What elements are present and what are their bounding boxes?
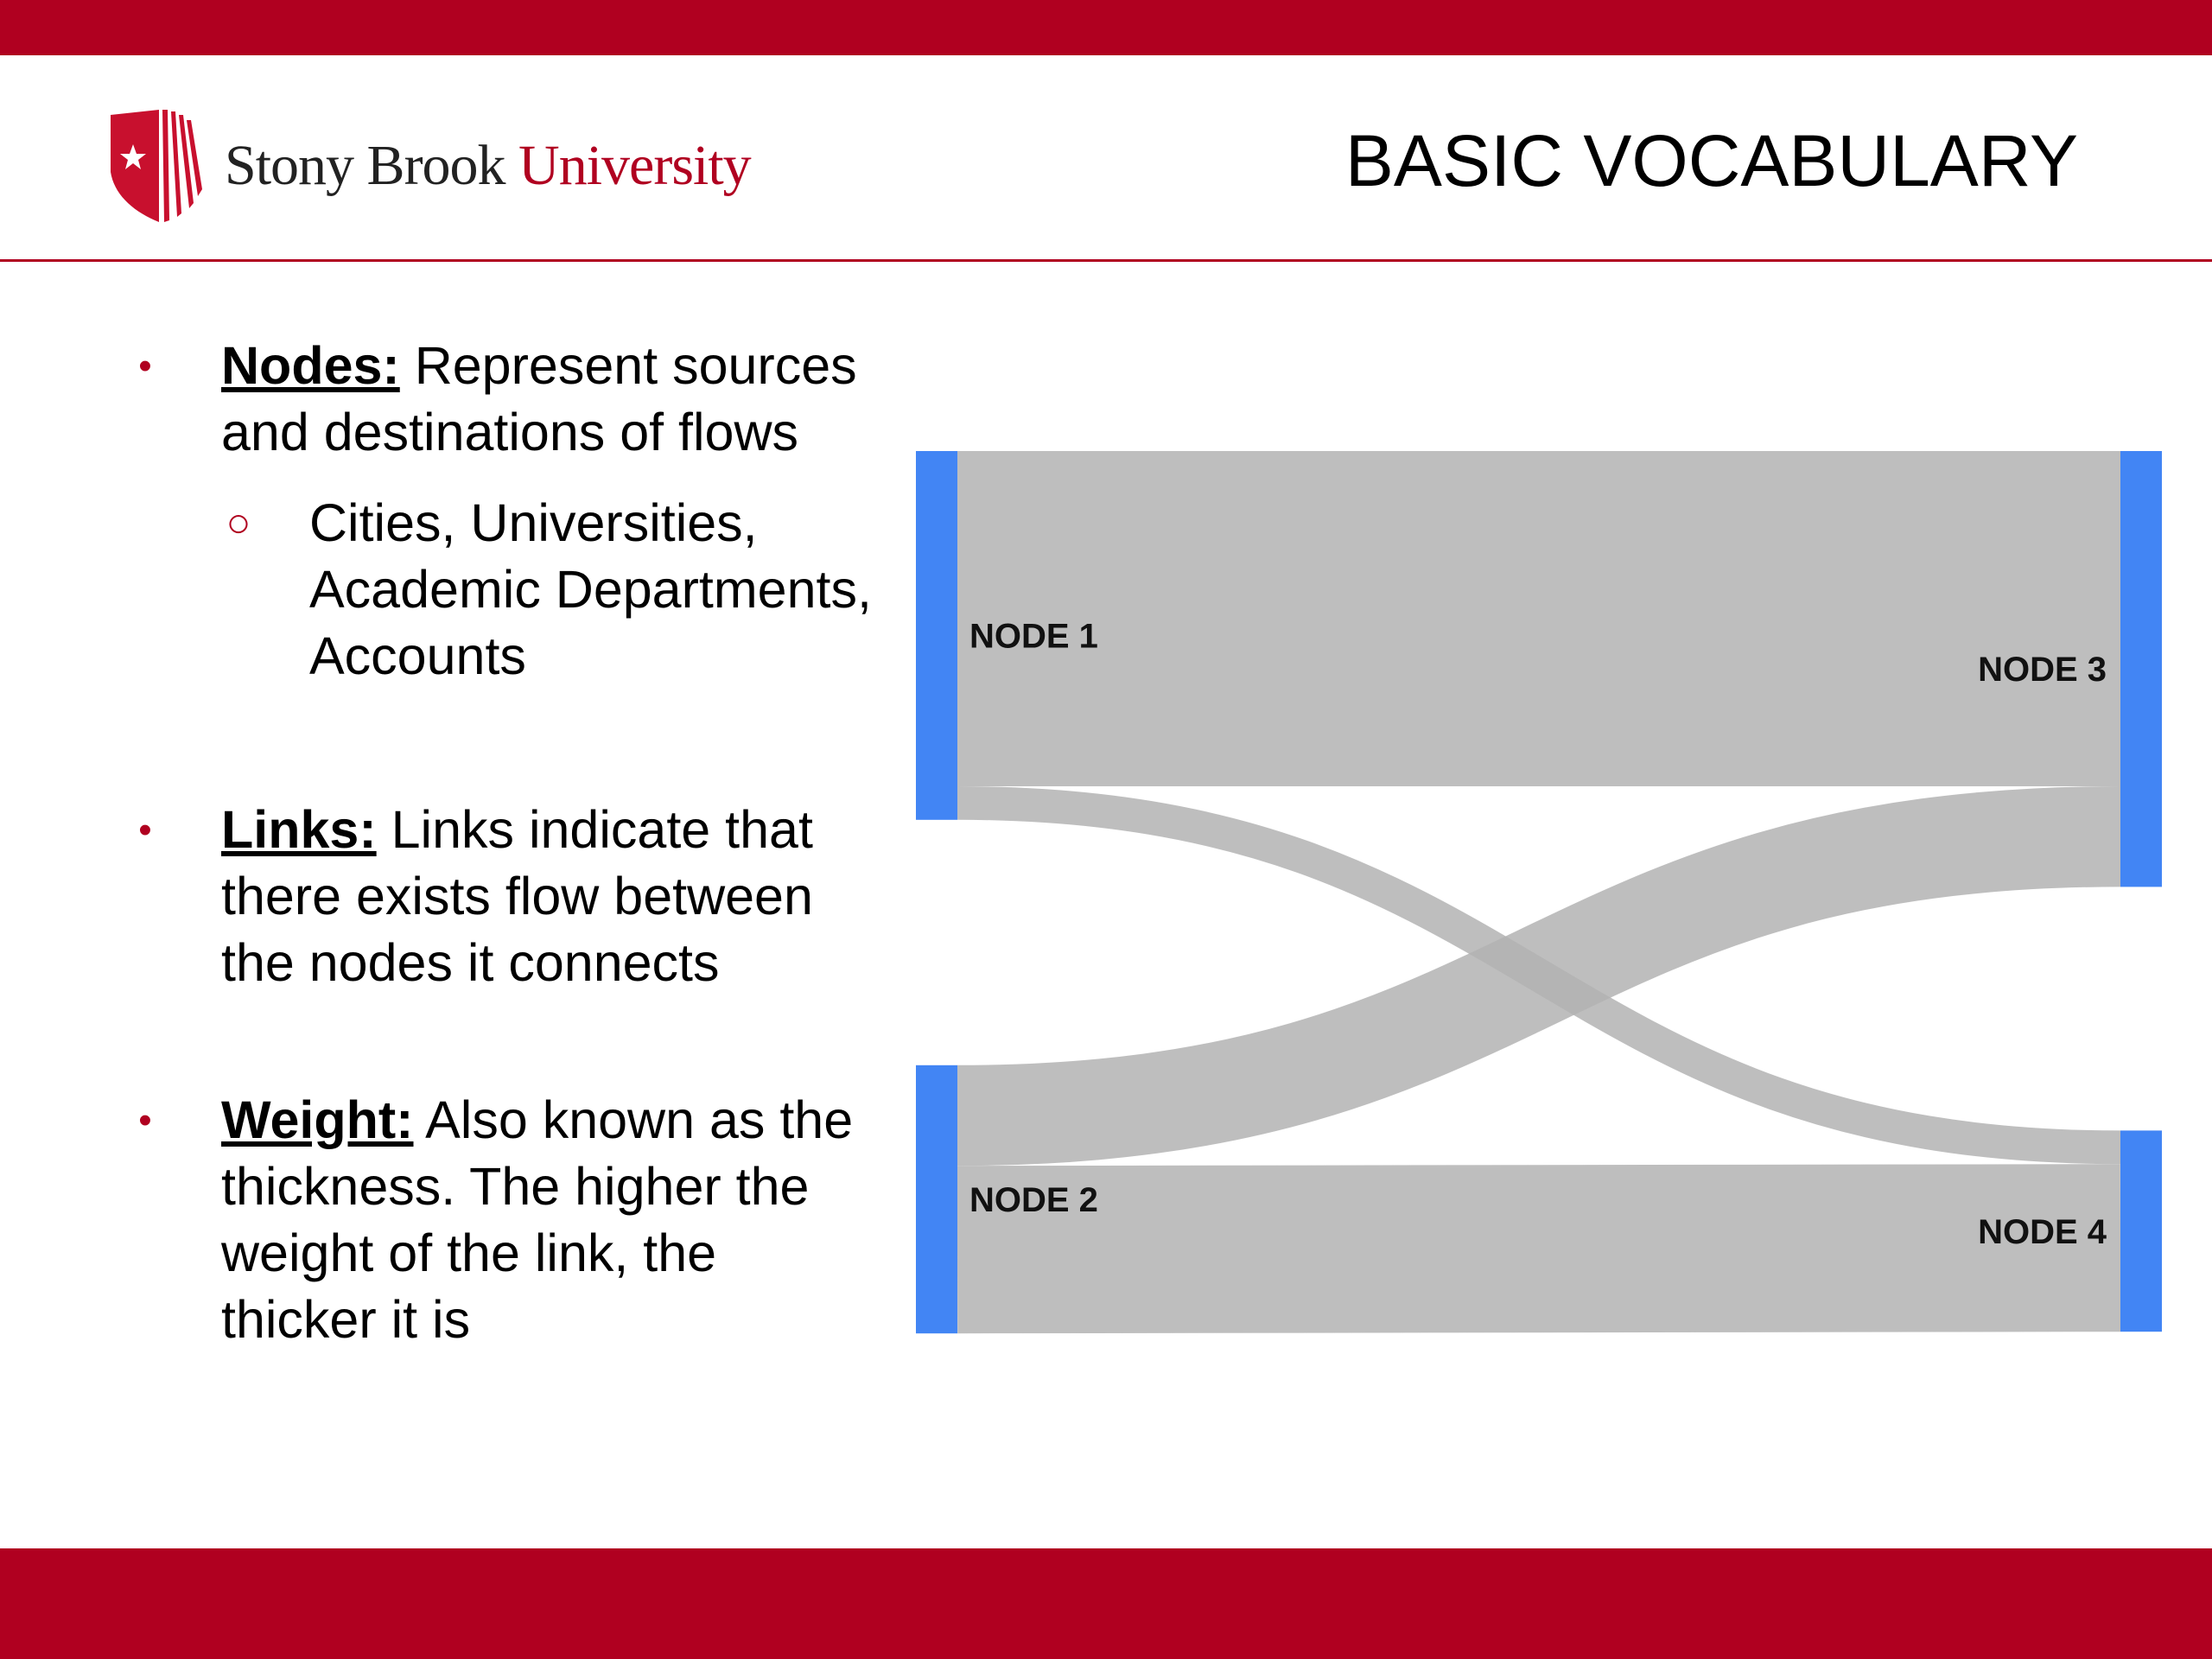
bullet-nodes bbox=[130, 333, 873, 466]
sankey-node-n4 bbox=[2120, 1130, 2162, 1332]
definition-nodes: Represent sources and destinations of flows bbox=[221, 336, 857, 461]
term-nodes: Nodes: bbox=[221, 336, 400, 395]
sankey-link-n2-n4 bbox=[957, 1248, 2120, 1249]
sankey-node-label-n4: NODE 4 bbox=[1978, 1212, 2107, 1251]
sankey-node-label-n2: NODE 2 bbox=[969, 1181, 1098, 1219]
term-weight: Weight: bbox=[221, 1090, 414, 1149]
sankey-node-label-n1: NODE 1 bbox=[969, 617, 1098, 656]
slide-title: BASIC VOCABULARY bbox=[1344, 120, 2078, 201]
logo-word-university: University bbox=[518, 134, 751, 197]
bottom-banner bbox=[0, 1548, 2212, 1659]
bullet-links bbox=[130, 797, 873, 996]
sankey-node-n3 bbox=[2120, 451, 2162, 887]
circle-bullet-icon: ○ bbox=[226, 500, 251, 546]
top-banner bbox=[0, 0, 2212, 55]
term-links: Links: bbox=[221, 800, 377, 859]
bullet-list bbox=[130, 333, 873, 1353]
sankey-link-n2-n3 bbox=[957, 836, 2120, 1116]
sankey-diagram bbox=[916, 451, 2162, 1336]
sankey-node-n2 bbox=[916, 1065, 957, 1333]
bullet-dot-icon: • bbox=[138, 809, 152, 851]
definition-weight: Also known as the thickness. The higher the weight of the link, the thicker it is bbox=[221, 1090, 854, 1349]
sub-bullet-text: Cities, Universities, Academic Departments, Accounts bbox=[309, 493, 872, 685]
bullet-dot-icon: • bbox=[138, 1099, 152, 1141]
university-logo bbox=[109, 105, 751, 226]
logo-wordmark bbox=[225, 133, 751, 199]
sankey-node-n1 bbox=[916, 451, 957, 820]
logo-word-stony-brook: Stony Brook bbox=[225, 134, 505, 197]
bullet-weight bbox=[130, 1087, 873, 1353]
bullet-dot-icon: • bbox=[138, 345, 152, 387]
sankey-node-label-n3: NODE 3 bbox=[1978, 651, 2107, 690]
header-divider bbox=[0, 259, 2212, 262]
sub-bullet-examples bbox=[221, 490, 873, 690]
shield-logo-icon bbox=[109, 110, 204, 222]
definition-links: Links indicate that there exists flow between the nodes it connects bbox=[221, 800, 813, 992]
